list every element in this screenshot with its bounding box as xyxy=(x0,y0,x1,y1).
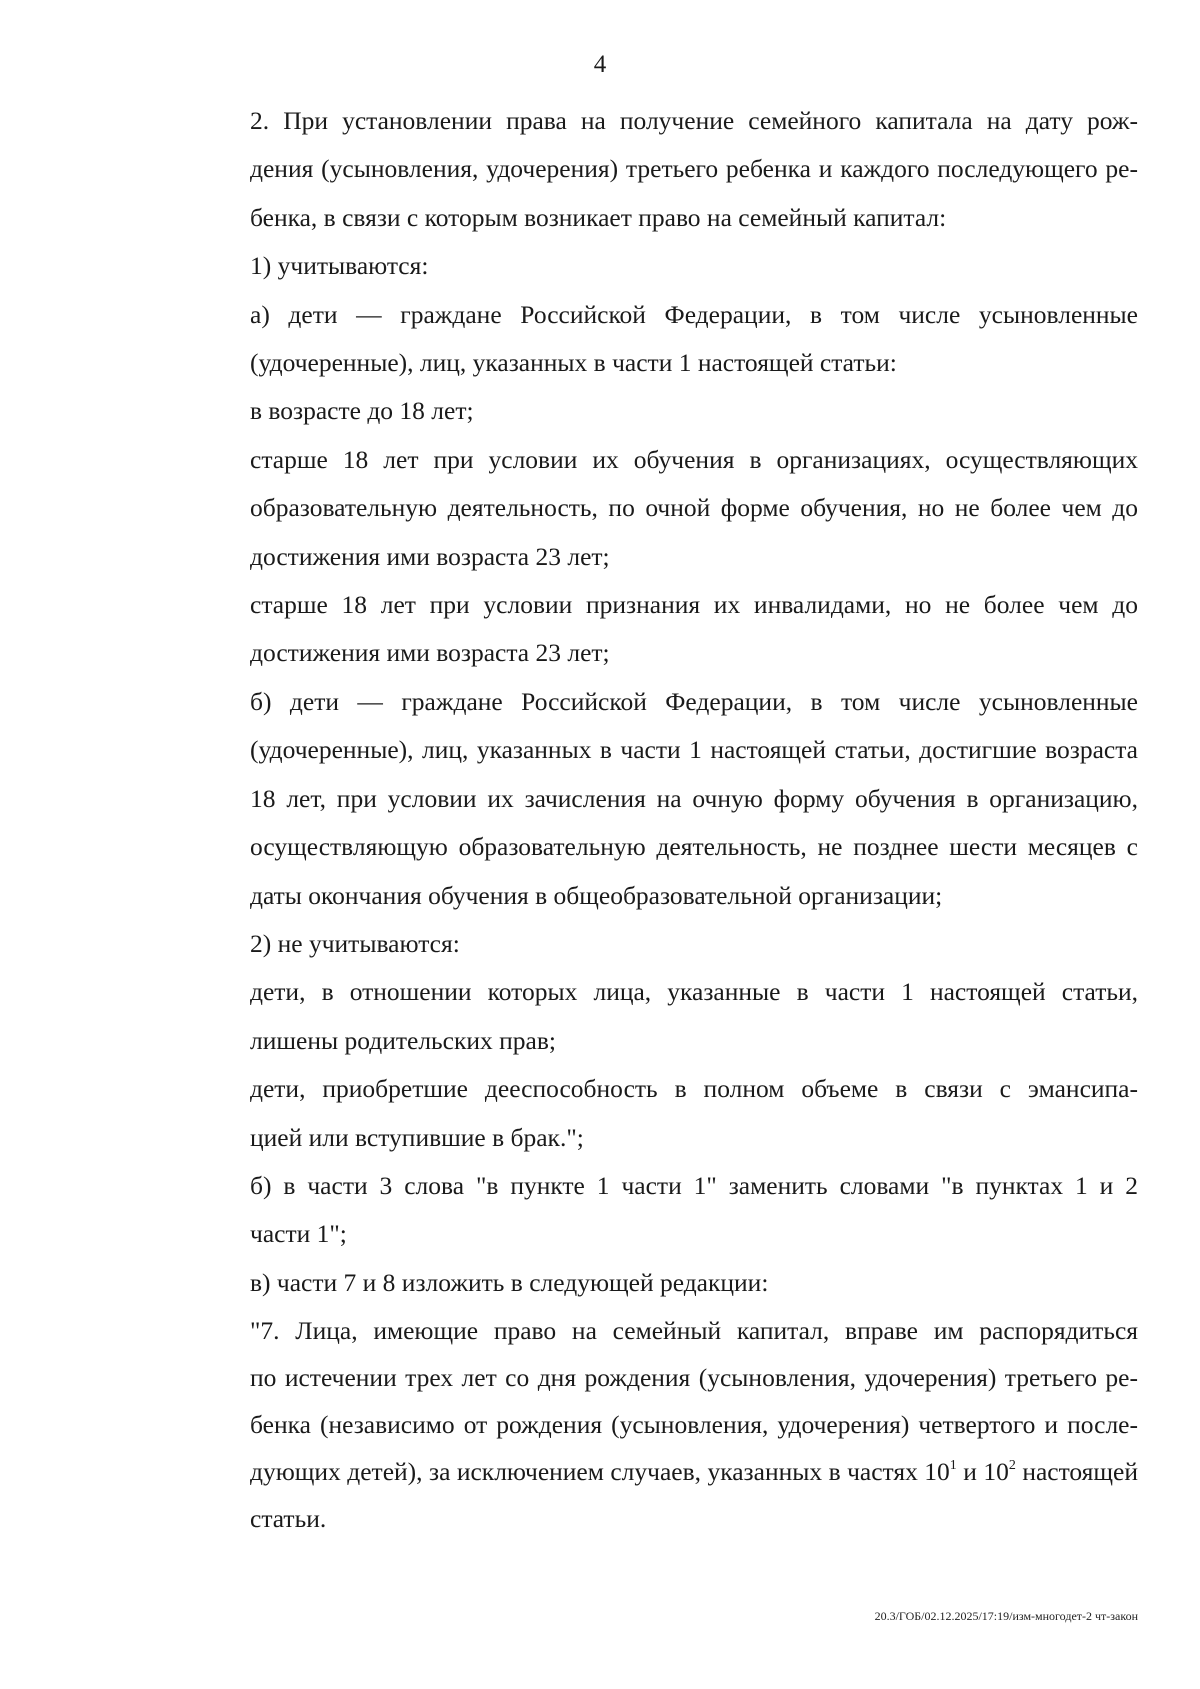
text-line: б) в части 3 слова "в пункте 1 части 1" заменить словами "в пунктах 1 и 2 xyxy=(250,1170,1138,1200)
text-line: в возрасте до 18 лет; xyxy=(250,396,474,426)
text-line: (удочеренные), лиц, указанных в части 1 настоящей статьи: xyxy=(250,348,897,378)
age-under-18 xyxy=(180,387,1138,435)
text-line: бенка, в связи с которым возникает право на семейный капитал: xyxy=(250,202,947,232)
part-7-text xyxy=(180,1307,1138,1542)
age-over-18-students xyxy=(180,436,1138,581)
superscript: 2 xyxy=(1008,1457,1016,1473)
text-line: лишены родительских прав; xyxy=(250,1025,556,1055)
subitem-a xyxy=(180,291,1138,388)
text-fragment: настоящей xyxy=(1015,1457,1139,1487)
text-line: бенка (независимо от рождения (усыновления, удочерения) четвертого и после- xyxy=(250,1410,1138,1440)
text-line: "7. Лица, имеющие право на семейный капитал, вправе им распорядиться xyxy=(250,1316,1138,1346)
page-number: 4 xyxy=(593,51,607,78)
text-line: в) части 7 и 8 изложить в следующей редакции: xyxy=(250,1267,769,1297)
document-footer-code: 20.3/ГОБ/02.12.2025/17:19/изм-многодет-2 чт-закон xyxy=(874,1609,1138,1623)
superscript: 1 xyxy=(949,1457,957,1473)
text-line: образовательную деятельность, по очной форме обучения, но не более чем до xyxy=(250,493,1138,523)
text-line: б) дети — граждане Российской Федерации, в том числе усыновленные xyxy=(250,686,1138,716)
text-line: 1) учитываются: xyxy=(250,251,429,281)
text-fragment: и 10 xyxy=(956,1457,1009,1487)
text-line: 2) не учитываются: xyxy=(250,928,460,958)
amendment-parts-7-8 xyxy=(180,1259,1138,1307)
text-line: 2. При установлении права на получение семейного капитала на дату рож- xyxy=(250,106,1138,135)
text-line: части 1"; xyxy=(250,1219,347,1249)
subitem-2-heading xyxy=(180,920,1138,968)
text-line: дети, в отношении которых лица, указанные в части 1 настоящей статьи, xyxy=(250,977,1138,1007)
text-line: статьи. xyxy=(250,1504,327,1534)
text-line: цией или вступившие в брак."; xyxy=(250,1122,584,1152)
text-line: дети, приобретшие дееспособность в полном объеме в связи с эмансипа- xyxy=(250,1074,1138,1104)
excluded-deprived-rights xyxy=(180,968,1138,1065)
text-line: 18 лет, при условии их зачисления на очную форму обучения в организацию, xyxy=(250,783,1138,813)
document-body xyxy=(180,97,1138,1542)
age-over-18-disabled xyxy=(180,581,1138,678)
text-fragment: дующих детей), за исключением случаев, указанных в частях 10 xyxy=(250,1457,950,1487)
text-line: старше 18 лет при условии их обучения в организациях, осуществляющих xyxy=(250,444,1138,474)
text-line: достижения ими возраста 23 лет; xyxy=(250,638,610,668)
text-line: осуществляющую образовательную деятельность, не позднее шести месяцев с xyxy=(250,832,1138,862)
text-line-with-superscripts xyxy=(180,1448,1138,1495)
excluded-emancipated xyxy=(180,1065,1138,1162)
amendment-part-3 xyxy=(180,1162,1138,1259)
text-line: старше 18 лет при условии признания их инвалидами, но не более чем до xyxy=(250,590,1138,620)
subitem-1-heading xyxy=(180,242,1138,290)
text-line: а) дети — граждане Российской Федерации, в том числе усыновленные xyxy=(250,299,1138,329)
text-line: (удочеренные), лиц, указанных в части 1 настоящей статьи, достигшие возраста xyxy=(250,735,1138,765)
text-line: по истечении трех лет со дня рождения (усыновления, удочерения) третьего ре- xyxy=(250,1363,1138,1393)
text-line: достижения ими возраста 23 лет; xyxy=(250,541,610,571)
paragraph-item-2-intro xyxy=(180,97,1138,242)
text-line: дения (усыновления, удочерения) третьего ребенка и каждого последующего ре- xyxy=(250,154,1138,184)
text-line: даты окончания обучения в общеобразовательной организации; xyxy=(250,880,943,910)
subitem-b xyxy=(180,678,1138,920)
